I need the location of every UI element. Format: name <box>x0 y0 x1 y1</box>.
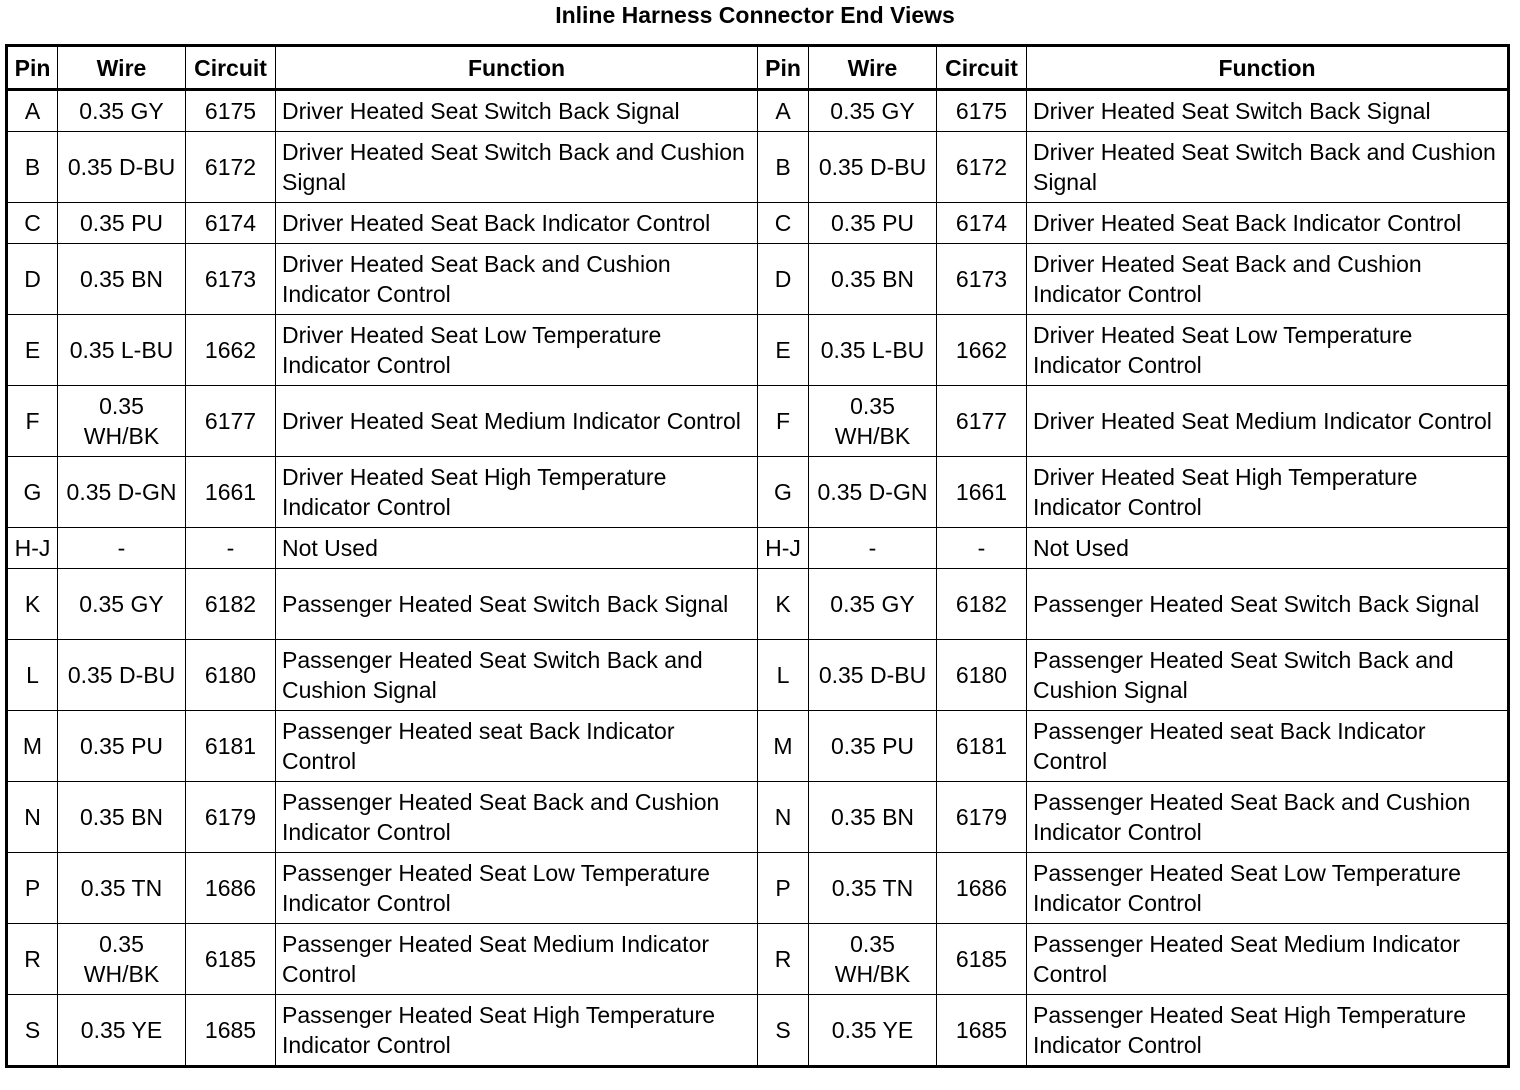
connector-pinout-table <box>5 44 1510 1068</box>
function-cell: Passenger Heated Seat High Temperature Indicator Control <box>1027 995 1509 1067</box>
function-cell: Driver Heated Seat Back and Cushion Indicator Control <box>276 244 758 315</box>
circuit-cell: 6181 <box>937 711 1027 782</box>
circuit-cell: 1686 <box>186 853 276 924</box>
function-cell: Passenger Heated seat Back Indicator Control <box>1027 711 1509 782</box>
wire-cell: 0.35 YE <box>809 995 937 1067</box>
pin-cell: F <box>7 386 58 457</box>
pin-cell: P <box>7 853 58 924</box>
wire-cell: 0.35 WH/BK <box>58 924 186 995</box>
wire-cell: 0.35 D-BU <box>809 132 937 203</box>
wire-cell: 0.35 D-GN <box>58 457 186 528</box>
wire-cell: 0.35 D-BU <box>809 640 937 711</box>
pin-cell: H-J <box>758 528 809 569</box>
wire-cell: 0.35 WH/BK <box>809 924 937 995</box>
pin-cell: M <box>758 711 809 782</box>
header-pin: Pin <box>758 46 809 90</box>
circuit-cell: 6172 <box>937 132 1027 203</box>
table-row <box>7 457 1509 528</box>
table-row <box>7 924 1509 995</box>
pin-cell: E <box>758 315 809 386</box>
pin-cell: G <box>7 457 58 528</box>
circuit-cell: 1661 <box>186 457 276 528</box>
circuit-cell: 1685 <box>937 995 1027 1067</box>
table-row <box>7 853 1509 924</box>
table-row <box>7 995 1509 1067</box>
function-cell: Driver Heated Seat High Temperature Indicator Control <box>1027 457 1509 528</box>
wire-cell: 0.35 L-BU <box>809 315 937 386</box>
wire-cell: 0.35 PU <box>58 711 186 782</box>
wire-cell: - <box>58 528 186 569</box>
function-cell: Driver Heated Seat Low Temperature Indicator Control <box>276 315 758 386</box>
function-cell: Passenger Heated Seat High Temperature Indicator Control <box>276 995 758 1067</box>
wire-cell: 0.35 PU <box>809 711 937 782</box>
circuit-cell: 6180 <box>186 640 276 711</box>
table-row <box>7 640 1509 711</box>
function-cell: Driver Heated Seat Switch Back and Cushion Signal <box>276 132 758 203</box>
function-cell: Passenger Heated Seat Medium Indicator Control <box>276 924 758 995</box>
pin-cell: E <box>7 315 58 386</box>
pin-cell: K <box>7 569 58 640</box>
function-cell: Passenger Heated Seat Switch Back and Cushion Signal <box>276 640 758 711</box>
pin-cell: G <box>758 457 809 528</box>
circuit-cell: 6174 <box>186 203 276 244</box>
header-row <box>7 46 1509 90</box>
wire-cell: 0.35 BN <box>809 244 937 315</box>
table-row <box>7 315 1509 386</box>
pin-cell: B <box>7 132 58 203</box>
function-cell: Passenger Heated Seat Switch Back Signal <box>1027 569 1509 640</box>
circuit-cell: 6177 <box>937 386 1027 457</box>
table-row <box>7 203 1509 244</box>
function-cell: Driver Heated Seat Medium Indicator Control <box>276 386 758 457</box>
circuit-cell: 6175 <box>186 90 276 132</box>
circuit-cell: 1685 <box>186 995 276 1067</box>
function-cell: Passenger Heated Seat Low Temperature Indicator Control <box>1027 853 1509 924</box>
wire-cell: 0.35 L-BU <box>58 315 186 386</box>
wire-cell: 0.35 YE <box>58 995 186 1067</box>
header-wire: Wire <box>58 46 186 90</box>
circuit-cell: 1662 <box>937 315 1027 386</box>
function-cell: Driver Heated Seat Low Temperature Indicator Control <box>1027 315 1509 386</box>
header-pin: Pin <box>7 46 58 90</box>
circuit-cell: 6175 <box>937 90 1027 132</box>
wire-cell: 0.35 GY <box>58 90 186 132</box>
pin-cell: D <box>7 244 58 315</box>
pin-cell: S <box>758 995 809 1067</box>
wire-cell: 0.35 WH/BK <box>58 386 186 457</box>
circuit-cell: 6177 <box>186 386 276 457</box>
circuit-cell: 6173 <box>186 244 276 315</box>
pin-cell: K <box>758 569 809 640</box>
circuit-cell: 6172 <box>186 132 276 203</box>
pin-cell: R <box>7 924 58 995</box>
circuit-cell: 6180 <box>937 640 1027 711</box>
pin-cell: A <box>7 90 58 132</box>
function-cell: Passenger Heated Seat Back and Cushion Indicator Control <box>276 782 758 853</box>
pin-cell: N <box>7 782 58 853</box>
function-cell: Passenger Heated Seat Switch Back and Cushion Signal <box>1027 640 1509 711</box>
wire-cell: - <box>809 528 937 569</box>
header-circuit: Circuit <box>937 46 1027 90</box>
circuit-cell: 1662 <box>186 315 276 386</box>
pin-cell: M <box>7 711 58 782</box>
circuit-cell: 6182 <box>937 569 1027 640</box>
circuit-cell: 6174 <box>937 203 1027 244</box>
pin-cell: C <box>758 203 809 244</box>
pin-cell: F <box>758 386 809 457</box>
function-cell: Not Used <box>1027 528 1509 569</box>
wire-cell: 0.35 PU <box>809 203 937 244</box>
header-function: Function <box>276 46 758 90</box>
table-row <box>7 569 1509 640</box>
table-row <box>7 386 1509 457</box>
table-row <box>7 782 1509 853</box>
pin-cell: D <box>758 244 809 315</box>
circuit-cell: 6181 <box>186 711 276 782</box>
pin-cell: A <box>758 90 809 132</box>
function-cell: Passenger Heated Seat Back and Cushion Indicator Control <box>1027 782 1509 853</box>
pin-cell: L <box>758 640 809 711</box>
function-cell: Driver Heated Seat Switch Back and Cushion Signal <box>1027 132 1509 203</box>
function-cell: Passenger Heated Seat Low Temperature Indicator Control <box>276 853 758 924</box>
table-row <box>7 244 1509 315</box>
wire-cell: 0.35 GY <box>809 90 937 132</box>
function-cell: Passenger Heated Seat Medium Indicator Control <box>1027 924 1509 995</box>
function-cell: Driver Heated Seat Back Indicator Control <box>276 203 758 244</box>
wire-cell: 0.35 PU <box>58 203 186 244</box>
wire-cell: 0.35 BN <box>809 782 937 853</box>
circuit-cell: 6179 <box>937 782 1027 853</box>
pin-cell: B <box>758 132 809 203</box>
page-title: Inline Harness Connector End Views <box>555 2 955 28</box>
pin-cell: L <box>7 640 58 711</box>
function-cell: Not Used <box>276 528 758 569</box>
header-circuit: Circuit <box>186 46 276 90</box>
table-row <box>7 132 1509 203</box>
wire-cell: 0.35 TN <box>58 853 186 924</box>
header-wire: Wire <box>809 46 937 90</box>
pin-cell: C <box>7 203 58 244</box>
pin-cell: N <box>758 782 809 853</box>
circuit-cell: 1686 <box>937 853 1027 924</box>
circuit-cell: 6185 <box>186 924 276 995</box>
function-cell: Driver Heated Seat Medium Indicator Control <box>1027 386 1509 457</box>
pin-cell: H-J <box>7 528 58 569</box>
function-cell: Driver Heated Seat High Temperature Indicator Control <box>276 457 758 528</box>
circuit-cell: - <box>186 528 276 569</box>
pin-cell: S <box>7 995 58 1067</box>
wire-cell: 0.35 BN <box>58 244 186 315</box>
pin-cell: R <box>758 924 809 995</box>
wire-cell: 0.35 WH/BK <box>809 386 937 457</box>
wire-cell: 0.35 D-BU <box>58 132 186 203</box>
wire-cell: 0.35 D-BU <box>58 640 186 711</box>
function-cell: Driver Heated Seat Switch Back Signal <box>1027 90 1509 132</box>
header-function: Function <box>1027 46 1509 90</box>
function-cell: Passenger Heated seat Back Indicator Control <box>276 711 758 782</box>
wire-cell: 0.35 BN <box>58 782 186 853</box>
function-cell: Driver Heated Seat Back and Cushion Indicator Control <box>1027 244 1509 315</box>
function-cell: Driver Heated Seat Switch Back Signal <box>276 90 758 132</box>
circuit-cell: - <box>937 528 1027 569</box>
wire-cell: 0.35 D-GN <box>809 457 937 528</box>
function-cell: Passenger Heated Seat Switch Back Signal <box>276 569 758 640</box>
table-row <box>7 90 1509 132</box>
wire-cell: 0.35 GY <box>58 569 186 640</box>
circuit-cell: 6182 <box>186 569 276 640</box>
table-row <box>7 711 1509 782</box>
wire-cell: 0.35 TN <box>809 853 937 924</box>
circuit-cell: 1661 <box>937 457 1027 528</box>
function-cell: Driver Heated Seat Back Indicator Control <box>1027 203 1509 244</box>
circuit-cell: 6173 <box>937 244 1027 315</box>
circuit-cell: 6185 <box>937 924 1027 995</box>
circuit-cell: 6179 <box>186 782 276 853</box>
table-row <box>7 528 1509 569</box>
pin-cell: P <box>758 853 809 924</box>
wire-cell: 0.35 GY <box>809 569 937 640</box>
